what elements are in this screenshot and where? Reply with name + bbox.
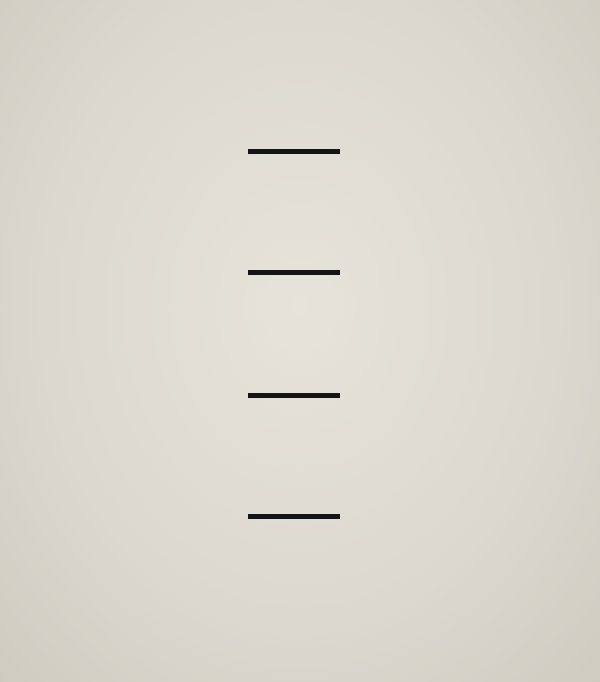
divider-rule	[248, 149, 340, 154]
divider-rule	[248, 393, 340, 398]
ornamental-border-bottom	[8, 656, 592, 678]
ornamental-border-right	[572, 26, 594, 658]
headline	[30, 544, 570, 556]
message-panel	[30, 30, 570, 654]
divider-rule	[248, 514, 340, 519]
divider-rule	[248, 270, 340, 275]
ornamental-border-top	[8, 6, 592, 28]
ornamental-border-left	[6, 26, 28, 658]
